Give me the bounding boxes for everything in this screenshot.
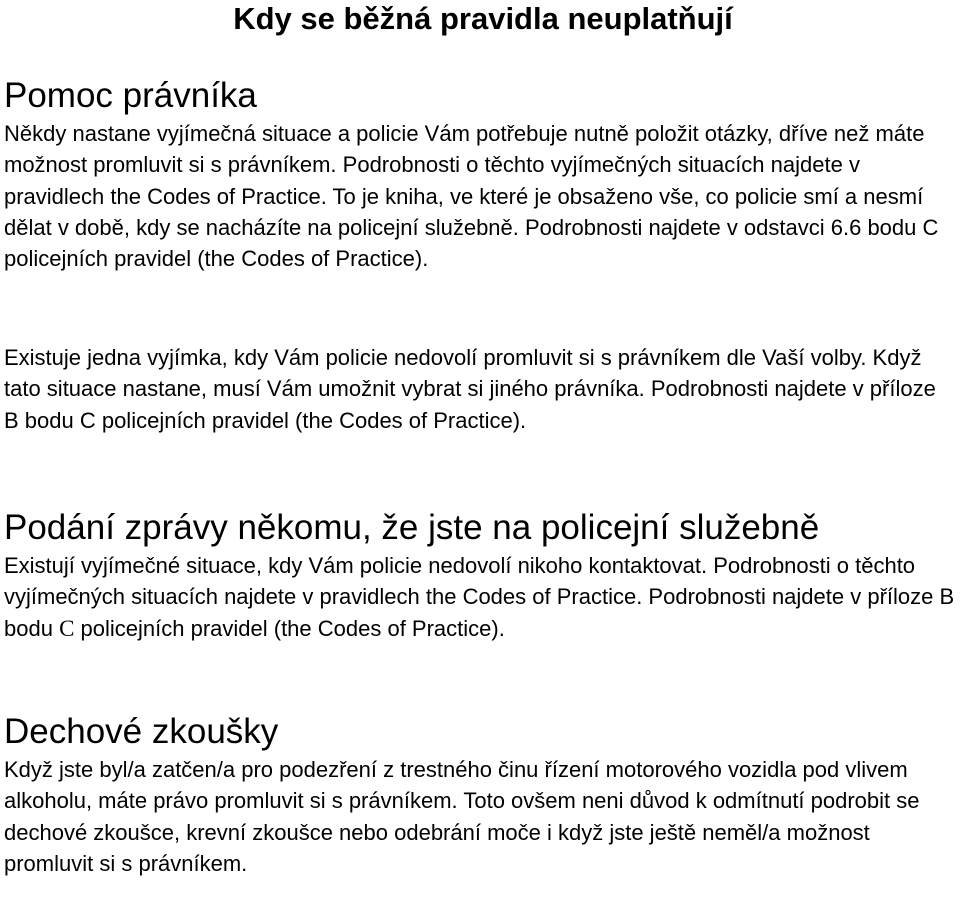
section-heading-lawyer-help: Pomoc právníka <box>4 76 257 115</box>
section-paragraph: Někdy nastane vyjímečná situace a policie Vám potřebuje nutně položit otázky, dříve než máte možnost promluvit si s právníkem. Podrobnosti o těchto vyjímečných situacích najdete v pravidlech the Codes of Practice. To je kniha, ve které je obsaženo vše, co policie smí a nesmí dělat v době, kdy se nacházíte na policejní služebně. Podrobnosti najdete v odstavci 6.6 bodu C policejních pravidel (the Codes of Practice). <box>4 121 939 272</box>
section-paragraph <box>4 550 956 644</box>
section-paragraph: Když jste byl/a zatčen/a pro podezření z trestného činu řízení motorového vozidla pod vlivem alkoholu, máte právo promluvit si s právníkem. Toto ovšem neni důvod k odmítnutí podrobit se dechové zkoušce, krevní zkoušce nebo odebrání moče i když jste ještě neměl/a možnost promluvit si s právníkem. <box>4 757 920 876</box>
section-paragraph: Existuje jedna vyjímka, kdy Vám policie nedovolí promluvit si s právníkem dle Vaší volby. Když tato situace nastane, musí Vám umožnit vybrat si jiného právníka. Podrobnosti najdete v příloze B bodu C policejních pravidel (the Codes of Practice). <box>4 345 936 433</box>
paragraph-text-serif-letter: C <box>59 615 75 641</box>
paragraph-text: Existují vyjímečné situace, kdy Vám policie nedovolí nikoho kontaktovat. Podrobnosti o těchto vyjímečných situacích najdete v pravidlech the Codes of Practice. Podrobnosti najdete v příloze B bodu <box>4 553 955 641</box>
section-lawyer-help <box>4 76 956 274</box>
page-title: Kdy se běžná pravidla neuplatňují <box>233 1 733 36</box>
section-notify-someone <box>4 508 956 644</box>
section-heading-notify-someone: Podání zprávy někomu, že jste na policejní služebně <box>4 508 820 547</box>
paragraph-text: policejních pravidel (the Codes of Practice). <box>74 615 505 641</box>
section-heading-breath-tests: Dechové zkoušky <box>4 712 279 751</box>
section-lawyer-help-exception <box>4 342 956 436</box>
section-breath-tests <box>4 712 956 879</box>
